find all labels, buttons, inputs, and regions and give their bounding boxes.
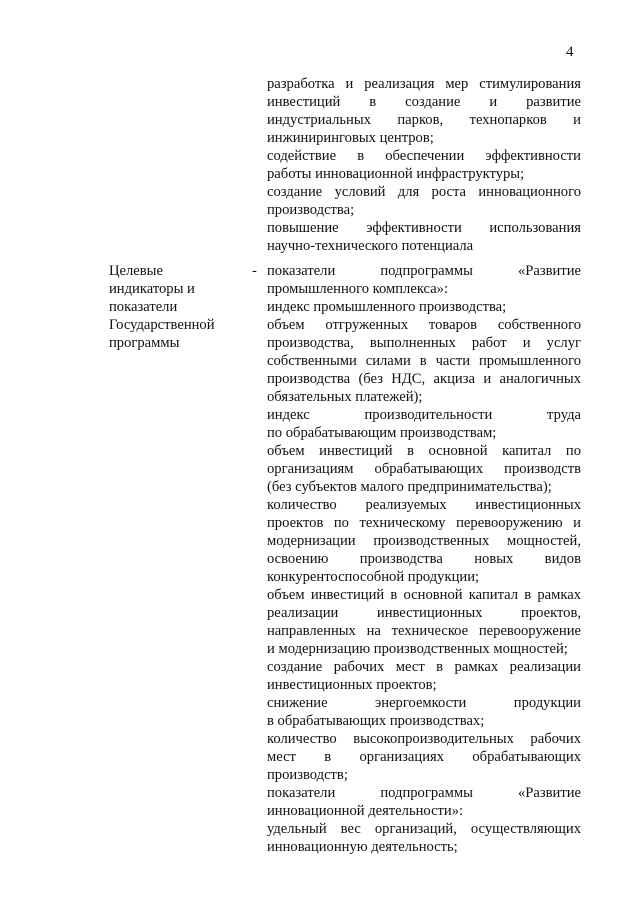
label-line: индикаторы и bbox=[109, 281, 195, 297]
indicator-item bbox=[267, 784, 581, 820]
text-line: освоению производства новых видов bbox=[267, 551, 581, 567]
text-line: индекс промышленного производства; bbox=[267, 299, 507, 315]
text-line: проектов по техническому перевооружению и bbox=[267, 515, 581, 531]
indicator-item bbox=[267, 298, 581, 316]
text-line: индустриальных парков, технопарков и bbox=[267, 112, 581, 128]
text-line: инвестиционных проектов; bbox=[267, 677, 437, 693]
text-line: обязательных платежей); bbox=[267, 389, 423, 405]
indicators-list bbox=[267, 262, 581, 856]
text-line: промышленного комплекса»: bbox=[267, 281, 449, 297]
indicator-item bbox=[267, 496, 581, 586]
indicator-item bbox=[267, 262, 581, 298]
label-line: Государственной bbox=[109, 317, 215, 333]
text-line: производства, выполненных работ и услуг bbox=[267, 335, 581, 351]
indicator-item bbox=[267, 694, 581, 730]
indicator-item bbox=[267, 442, 581, 496]
text-line: инновационной деятельности»: bbox=[267, 803, 464, 819]
text-line: производства; bbox=[267, 202, 355, 218]
goals-list bbox=[267, 75, 581, 255]
text-line: в обрабатывающих производствах; bbox=[267, 713, 485, 729]
label-line: показатели bbox=[109, 299, 178, 315]
indicator-item bbox=[267, 406, 581, 442]
text-line: работы инновационной инфраструктуры; bbox=[267, 166, 525, 182]
label-dash: - bbox=[252, 263, 257, 279]
text-line: создание условий для роста инновационного bbox=[267, 184, 581, 200]
indicator-item bbox=[267, 820, 581, 856]
text-line: производств; bbox=[267, 767, 348, 783]
goal-item bbox=[267, 147, 581, 183]
text-line: модернизации производственных мощностей, bbox=[267, 533, 581, 549]
text-line: разработка и реализация мер стимулирования bbox=[267, 76, 581, 92]
text-line: инвестиций в создание и развитие bbox=[267, 94, 581, 110]
text-line: удельный вес организаций, осуществляющих bbox=[267, 821, 581, 837]
text-line: содействие в обеспечении эффективности bbox=[267, 148, 581, 164]
text-line: количество высокопроизводительных рабочих bbox=[267, 731, 581, 747]
text-line: показатели подпрограммы «Развитие bbox=[267, 263, 581, 279]
indicator-item bbox=[267, 316, 581, 406]
text-line: производства (без НДС, акциза и аналогичных bbox=[267, 371, 581, 387]
text-line: индекс производительности труда bbox=[267, 407, 581, 423]
label-line: Целевые bbox=[109, 263, 163, 279]
goal-item bbox=[267, 75, 581, 147]
text-line: собственными силами в части промышленного bbox=[267, 353, 581, 369]
text-line: реализации инвестиционных проектов, bbox=[267, 605, 581, 621]
text-line: мест в организациях обрабатывающих bbox=[267, 749, 581, 765]
text-line: количество реализуемых инвестиционных bbox=[267, 497, 581, 513]
text-line: по обрабатывающим производствам; bbox=[267, 425, 497, 441]
text-line: инновационную деятельность; bbox=[267, 839, 458, 855]
text-line: объем инвестиций в основной капитал в рамках bbox=[267, 587, 581, 603]
text-line: создание рабочих мест в рамках реализации bbox=[267, 659, 581, 675]
text-line: инжиниринговых центров; bbox=[267, 130, 434, 146]
text-line: объем отгруженных товаров собственного bbox=[267, 317, 581, 333]
text-line: снижение энергоемкости продукции bbox=[267, 695, 581, 711]
label-line: программы bbox=[109, 335, 180, 351]
text-line: направленных на техническое перевооружение bbox=[267, 623, 581, 639]
section-label bbox=[109, 262, 249, 352]
text-line: организациям обрабатывающих производств bbox=[267, 461, 581, 477]
text-line: (без субъектов малого предпринимательства); bbox=[267, 479, 552, 495]
text-line: повышение эффективности использования bbox=[267, 220, 581, 236]
text-line: и модернизацию производственных мощностей; bbox=[267, 641, 568, 657]
text-line: показатели подпрограммы «Развитие bbox=[267, 785, 581, 801]
indicator-item bbox=[267, 586, 581, 658]
page-number: 4 bbox=[566, 44, 574, 60]
goal-item bbox=[267, 183, 581, 219]
goal-item bbox=[267, 219, 581, 255]
text-line: конкурентоспособной продукции; bbox=[267, 569, 480, 585]
text-line: объем инвестиций в основной капитал по bbox=[267, 443, 581, 459]
indicator-item bbox=[267, 730, 581, 784]
text-line: научно-технического потенциала bbox=[267, 238, 474, 254]
indicator-item bbox=[267, 658, 581, 694]
